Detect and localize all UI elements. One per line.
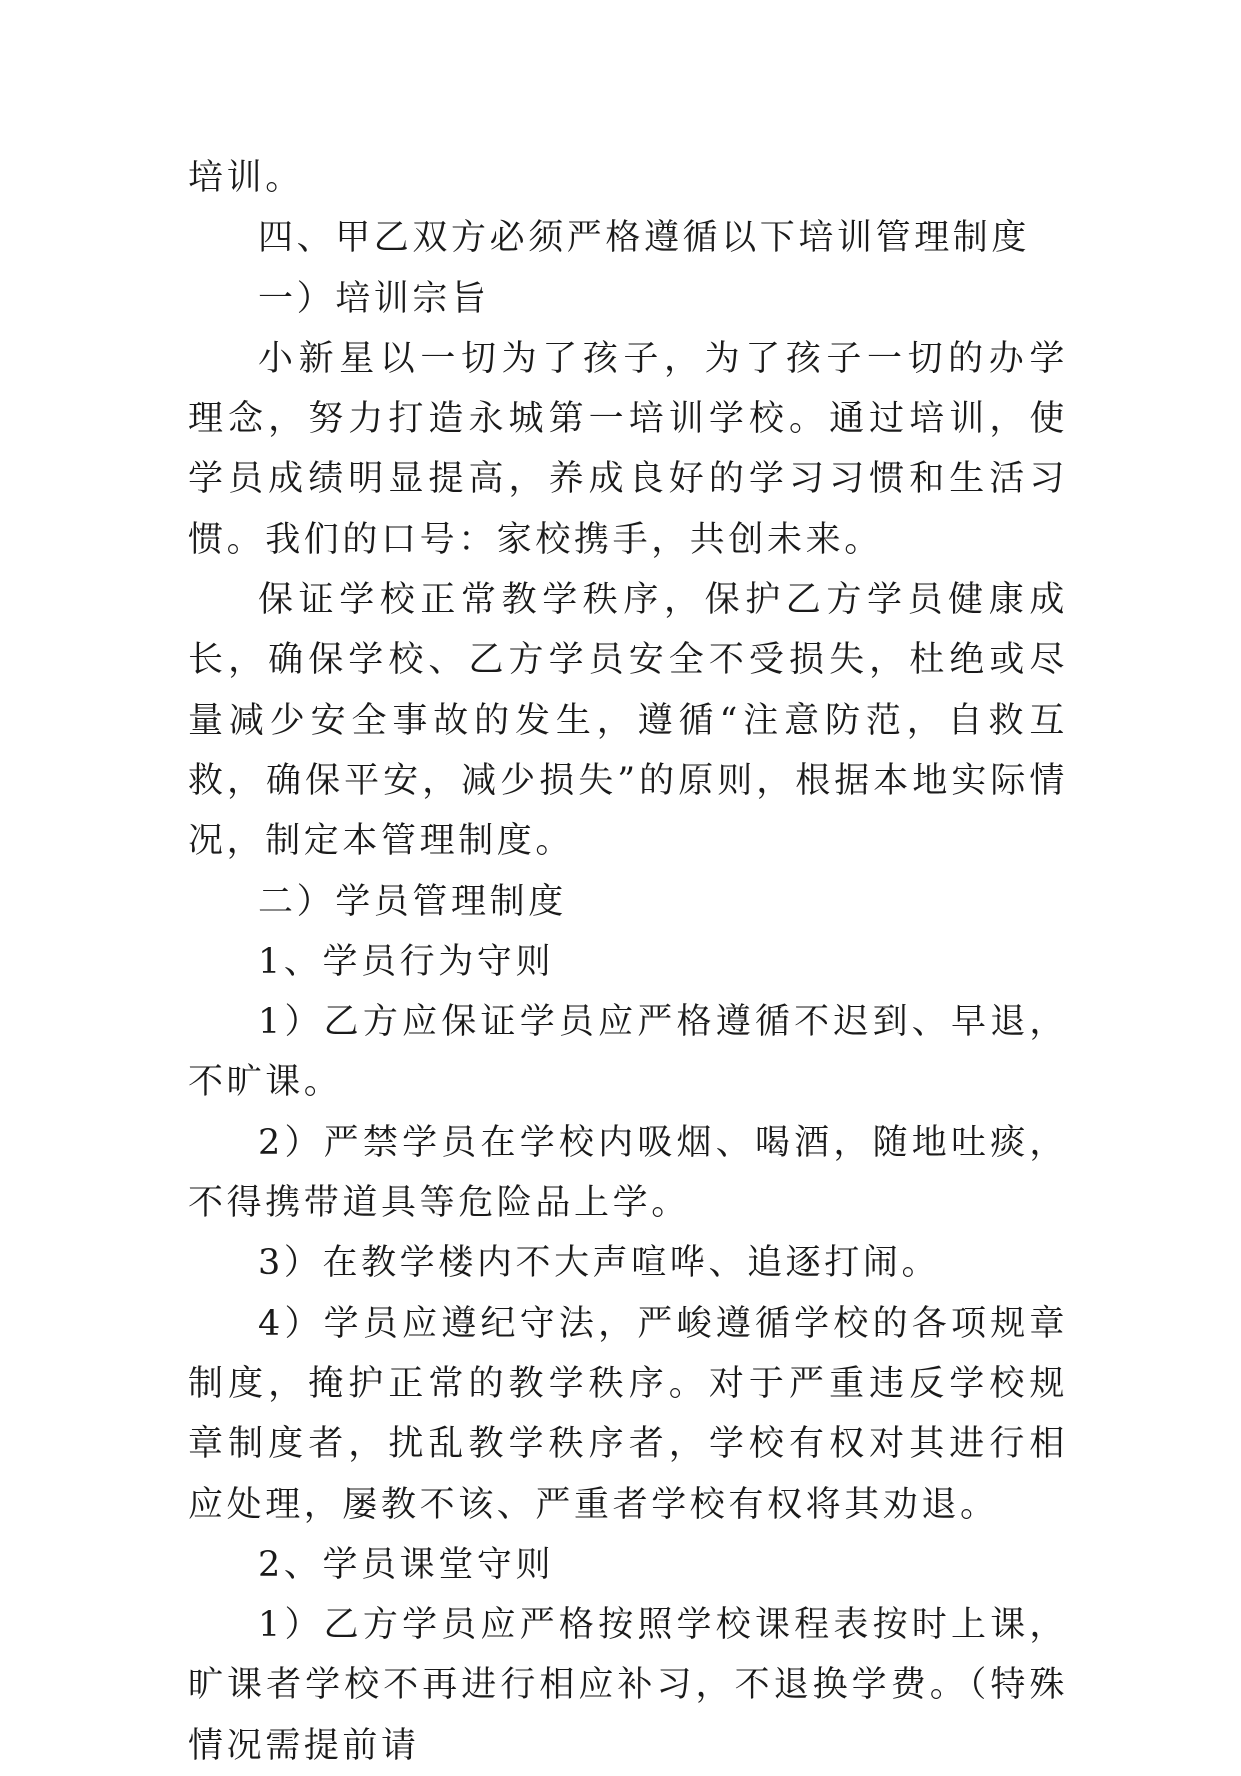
item-heading-classroom-rules: 2、学员课堂守则 — [258, 1544, 555, 1585]
subsection-heading-training-purpose: 一）培训宗旨 — [258, 278, 490, 319]
rule-item-noise: 3）在教学楼内不大声喧哗、追逐打闹。 — [258, 1243, 941, 1284]
rule-item-class-schedule: 1）乙方学员应严格按照学校课程表按时上课，旷课者学校不再进行相应补习，不退换学费。（特殊情况需提前请 — [188, 1605, 1068, 1766]
rule-item-prohibitions: 2）严禁学员在学校内吸烟、喝酒，随地吐痰，不得携带道具等危险品上学。 — [188, 1122, 1068, 1224]
document-body — [188, 148, 1068, 1776]
paragraph-safety: 保证学校正常教学秩序，保护乙方学员健康成长，确保学校、乙方学员安全不受损失，杜绝或尽量减少安全事故的发生，遵循“注意防范，自救互救，确保平安，减少损失”的原则，根据本地实际情况，制定本管理制度。 — [188, 580, 1068, 862]
paragraph-continuation: 培训。 — [188, 158, 304, 198]
rule-item-discipline: 4）学员应遵纪守法，严峻遵循学校的各项规章制度，掩护正常的教学秩序。对于严重违反学校规章制度者，扰乱教学秩序者，学校有权对其进行相应处理，屡教不该、严重者学校有权将其劝退。 — [188, 1303, 1068, 1525]
paragraph-purpose: 小新星以一切为了孩子，为了孩子一切的办学理念，努力打造永城第一培训学校。通过培训，使学员成绩明显提高，养成良好的学习习惯和生活习惯。我们的口号：家校携手，共创未来。 — [188, 338, 1068, 560]
section-heading-management-rules: 四、甲乙双方必须严格遵循以下培训管理制度 — [258, 218, 1031, 259]
item-heading-conduct-rules: 1、学员行为守则 — [258, 941, 555, 982]
subsection-heading-student-management: 二）学员管理制度 — [258, 881, 567, 922]
rule-item-attendance: 1）乙方应保证学员应严格遵循不迟到、早退，不旷课。 — [188, 1002, 1068, 1103]
